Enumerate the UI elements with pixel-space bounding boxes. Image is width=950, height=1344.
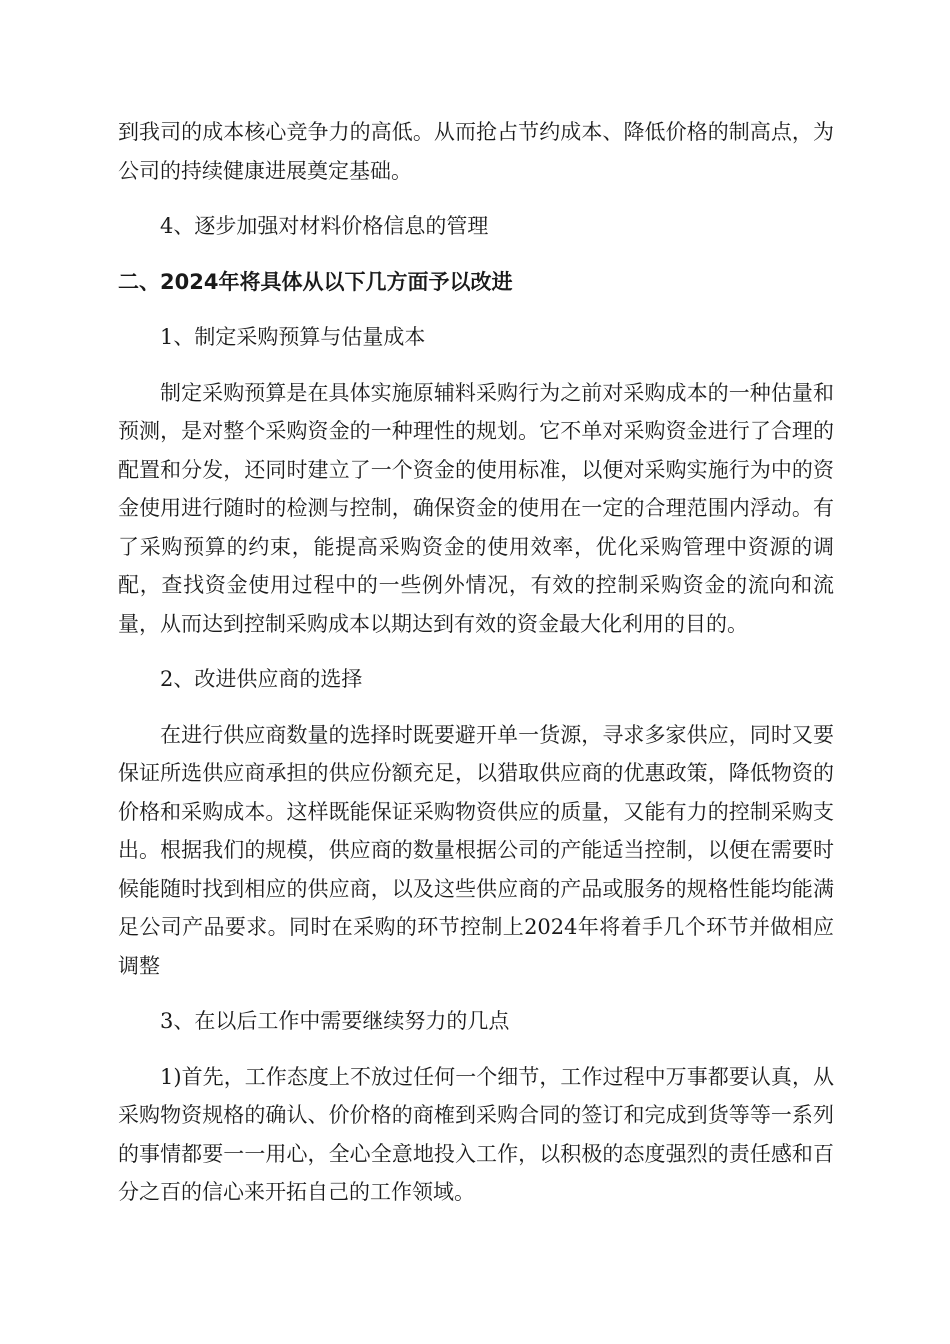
- item-purchase-budget: 1、制定采购预算与估量成本: [160, 325, 426, 349]
- paragraph-work-attitude: 1)首先，工作态度上不放过任何一个细节，工作过程中万事都要认真，从采购物资规格的确认、价价格的商榷到采购合同的签订和完成到货等等一系列的事情都要一一用心，全心全意地投入工作，以积极的态度强烈的责任感和百分之百的信心来开拓自己的工作领域。: [118, 1064, 834, 1204]
- paragraph-supplier-selection: 在进行供应商数量的选择时既要避开单一货源，寻求多家供应，同时又要保证所选供应商承担的供应份额充足，以猎取供应商的优惠政策，降低物资的价格和采购成本。这样既能保证采购物资供应的质量，又能有力的控制采购支出。根据我们的规模，供应商的数量根据公司的产能适当控制，以便在需要时候能随时找到相应的供应商，以及这些供应商的产品或服务的规格性能均能满足公司产品要求。同时在采购的环节控制上2024年将着手几个环节并做相应调整: [118, 722, 834, 978]
- section-heading-improvements: 二、2024年将具体从以下几方面予以改进: [118, 269, 513, 294]
- item-future-efforts: 3、在以后工作中需要继续努力的几点: [160, 1009, 510, 1033]
- item-material-price-info: 4、逐步加强对材料价格信息的管理: [160, 214, 489, 238]
- item-supplier-selection: 2、改进供应商的选择: [160, 667, 363, 691]
- paragraph-purchase-budget: 制定采购预算是在具体实施原辅料采购行为之前对采购成本的一种估量和预测，是对整个采购资金的一种理性的规划。它不单对采购资金进行了合理的配置和分发，还同时建立了一个资金的使用标准，以便对采购实施行为中的资金使用进行随时的检测与控制，确保资金的使用在一定的合理范围内浮动。有了采购预算的约束，能提高采购资金的使用效率，优化采购管理中资源的调配，查找资金使用过程中的一些例外情况，有效的控制采购资金的流向和流量，从而达到控制采购成本以期达到有效的资金最大化利用的目的。: [118, 380, 834, 636]
- document-page: [118, 113, 834, 1212]
- paragraph-cost-competitiveness: 到我司的成本核心竞争力的高低。从而抢占节约成本、降低价格的制高点，为公司的持续健康进展奠定基础。: [118, 120, 834, 183]
